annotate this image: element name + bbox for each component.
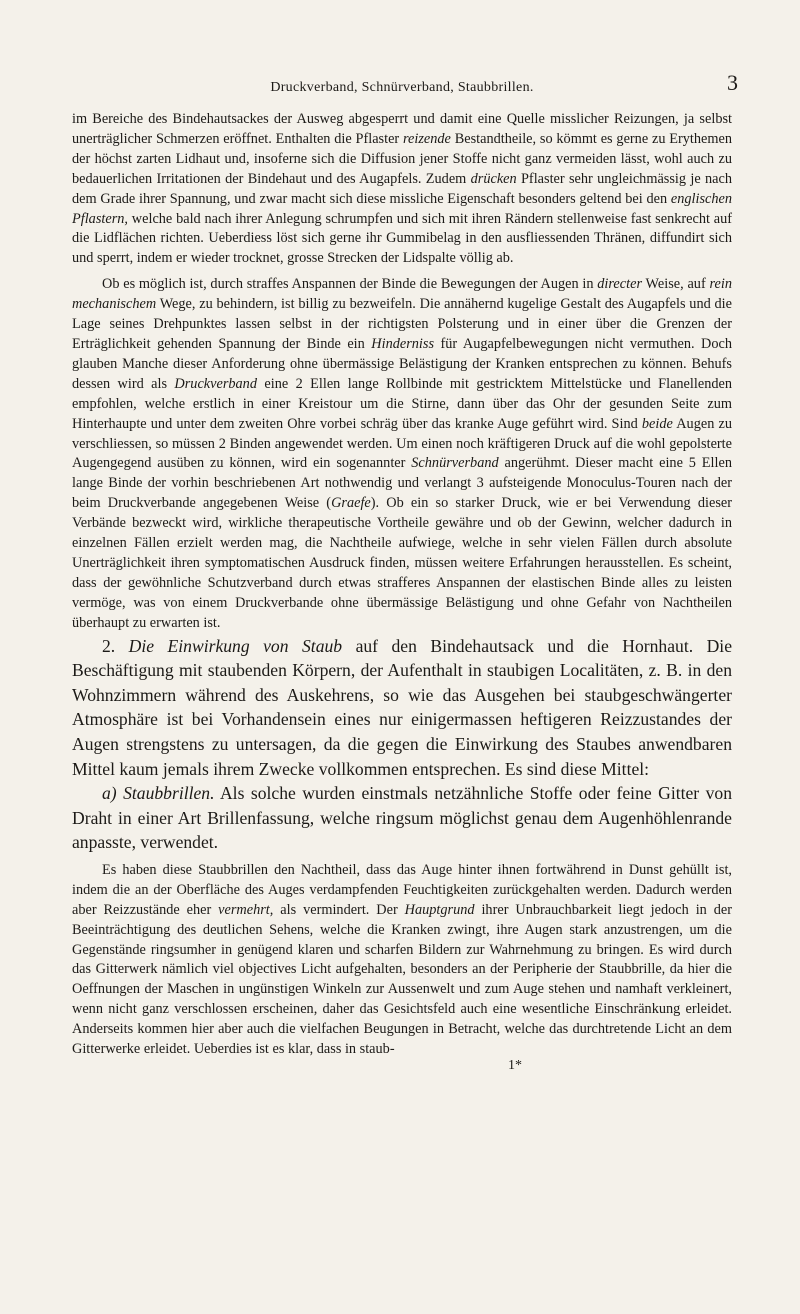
italic-run: Hinderniss [371,335,435,352]
text-run: Bestandtheile, so kömmt es gerne zu Erythemen der höchst zarten Lidhaut und, insoferne sich die Diffusion jener Stoffe nicht ganz vermeiden lässt, wohl auch zu bedauerlichen Irritationen der Bindehaut und des Augapfels. Zudem [72,130,732,187]
italic-run: Graefe [331,495,371,512]
text-run: Wege, zu behindern, ist billig zu bezweifeln. Die annähernd kugelige Gestalt des Augapfels und die Lage seines Drehpunktes lassen selbst in der richtigsten Polsterung und in einer über die Grenzen der Erträglichkeit gehenden Spannung der Binde ein [72,296,732,352]
signature-mark: 1* [508,1057,522,1073]
italic-run: vermehrt, [218,901,274,918]
text-run: eine 2 Ellen lange Rollbinde mit gestricktem Mittelstücke und Flanellenden empfohlen, welche erstlich in einer Kreistour um die Stirne, dann über das Ohr der gesunden Seite zum Hinterhaupte und unter dem zweiten Ohre vorbei schräg über das kranke Auge geführt wird. Sind [72,375,732,432]
running-head-title: Druckverband, Schnürverband, Staubbrillen. [270,80,534,95]
text-run: Pflaster sehr ungleichmässig je nach dem Grade ihrer Spannung, und zwar macht sich diese missliche Eigenschaft besonders geltend bei den [72,170,732,207]
italic-run: Die Einwirkung von Staub [128,635,343,656]
text-run: angerühmt. Dieser macht eine 5 Ellen lange Binde der vorhin beschriebenen Art nothwendig und verlangt 3 aufsteigende Monoculus-Touren nach der beim Druckverbande angegebenen Weise ( [72,455,732,512]
italic-run: a) Staubbrillen. [102,783,215,804]
italic-run: rein mechanischem [72,276,732,313]
text-run: 2. [102,635,129,656]
page-number: 3 [727,70,738,95]
text-run: als vermindert. Der [273,901,405,918]
paragraph-5 [72,861,732,1060]
text-run: Als solche wurden einstmals netzähnliche Stoffe oder feine Gitter von Draht in einer Art Brillenfassung, welche ringsum möglichst genau dem Augenhöhlenrande anpasste, verwendet. [72,783,732,853]
text-run: ). Ob ein so starker Druck, wie er bei Verwendung dieser Verbände bezweckt wird, wirkliche therapeutische Vortheile gewähre und ob der Gewinn, welcher dadurch in einzelnen Fällen erzielt werden mag, die Nachtheile aufwiege, welche in sehr vielen Fällen durch absolute Unerträglichkeit ihren symptomatischen Ausdruck finden, müssen weitere Erfahrungen herausstellen. Es scheint, dass der gewöhnliche Schutzverband durch etwas strafferes Anspannen der elastischen Binde alles zu leisten vermöge, was von einem Druckverbande ohne übermässige Belästigung und ohne Gefahr von Nachtheilen überhaupt zu erwarten ist. [72,495,732,631]
paragraph-1 [72,110,732,269]
text-run: im Bereiche des Bindehautsackes der Ausweg abgesperrt und damit eine Quelle misslicher Reizungen, ja selbst unerträglicher Schmerzen eröffnet. Enthalten die Pflaster [72,111,732,147]
text-run: Augen zu verschliessen, so müssen 2 Binden angewendet werden. Um einen noch kräftigeren Druck auf die wohl gepolsterte Augengegend ausüben zu können, wird ein sogenannter [72,415,732,472]
running-head [72,0,738,104]
text-run: welche bald nach ihrer Anlegung schrumpfen und sich mit ihren Rändern stellenweise fast senkrecht auf die Lidflächen richten. Ueberdiess löst sich gerne ihr Gummibelag in den ausfliessenden Thränen, diffundirt sich und sperrt, indem er wieder trocknet, grosse Strecken der Lidspalte völlig ab. [72,210,732,267]
subsection-staubbrillen [72,781,732,855]
italic-run: englischen Pflastern, [72,190,732,227]
text-run: ihrer Unbrauchbarkeit liegt jedoch in der Beeinträchtigung des deutlichen Sehens, welche die Kranken zwingt, ihre Augen stark anzustrengen, um die Gegenstände ringsumher in genügend klaren und scharfen Bildern zur Wahrnehmung zu bringen. Es wird durch das Gitterwerk nämlich viel objectives Licht aufgehalten, besonders an der Peripherie der Staubbrille, da hier die Oeffnungen der Maschen in ungünstigen Winkeln zur Aussenwelt und zum Auge stehen und namhaft verkleinert, wenn nicht ganz verschlossen erscheinen, daher das Gesichtsfeld auch eine wesentliche Einschränkung erleidet. Anderseits kommen hier aber auch die vielfachen Beugungen in Betracht, welche das durchtretende Licht an dem Gitterwerke erleidet. Ueberdies ist es klar, dass in staub- [72,901,732,1058]
italic-run: Hauptgrund [404,901,475,918]
italic-run: reizende [402,130,451,147]
text-run: auf den Bindehautsack und die Hornhaut. Die Beschäftigung mit staubenden Körpern, der Aufenthalt in staubigen Localitäten, z. B. in den Wohnzimmern während des Auskehrens, so wie das Ausgehen bei staubgeschwängerter Atmosphäre ist bei Vorhandensein eines nur einigermassen heftigeren Reizzustandes der Augen strengstens zu untersagen, da die gegen die Einwirkung des Staubes anwendbaren Mittel kaum jemals ihrem Zwecke vollkommen entsprechen. Es sind diese Mittel: [72,635,732,779]
text-run: Ob es möglich ist, durch straffes Anspannen der Binde die Bewegungen der Augen in [102,276,598,293]
italic-run: drücken [470,170,517,187]
italic-run: Schnürverband [411,455,499,472]
paragraph-2 [72,275,732,633]
italic-run: Druckverband [174,375,257,392]
section-heading-paragraph [72,634,732,782]
italic-run: beide [641,415,673,432]
body-text [72,110,732,1060]
text-run: für Augapfelbewegungen nicht vermuthen. Doch glauben Manche dieser Anforderung ohne übermässige Belästigung der Kranken entsprechen zu können. Behufs dessen wird als [72,335,733,392]
text-run: Weise, auf [642,276,710,293]
italic-run: directer [597,276,643,293]
text-run: Es haben diese Staubbrillen den Nachtheil, dass das Auge hinter ihnen fortwährend in Dunst gehüllt ist, indem die an der Oberfläche des Auges verdampfenden Feuchtigkeiten zurückgehalten werden. Dadurch werden aber Reizzustände eher [72,861,732,918]
